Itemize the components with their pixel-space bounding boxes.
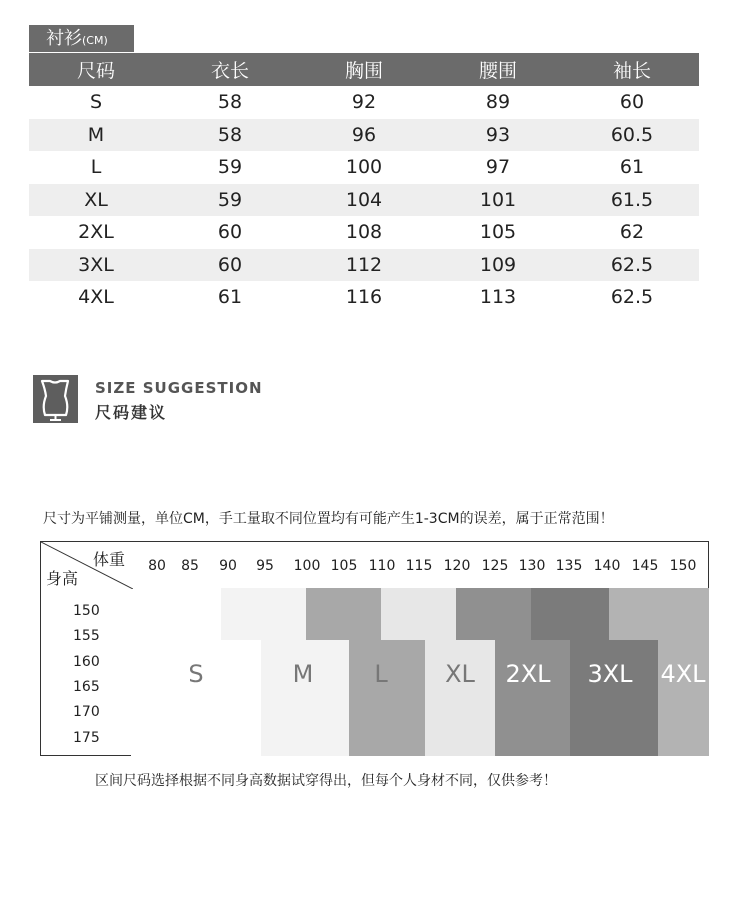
size-table-row bbox=[29, 151, 699, 184]
weight-tick-label: 80 bbox=[148, 558, 166, 574]
size-label-2xl: 2XL bbox=[505, 660, 551, 688]
size-table-cell: 100 bbox=[345, 156, 383, 179]
header-waist: 腰围 bbox=[431, 53, 565, 86]
size-table-cell: M bbox=[29, 119, 163, 152]
size-region-m bbox=[221, 588, 306, 640]
shirt-table-tag bbox=[29, 25, 134, 52]
weight-tick-label: 115 bbox=[405, 558, 433, 574]
size-table-cell: 92 bbox=[351, 91, 377, 114]
size-table-cell: 62.5 bbox=[565, 249, 699, 282]
size-region-l bbox=[349, 640, 425, 756]
size-table-cell: 58 bbox=[163, 119, 297, 152]
size-table-row bbox=[29, 119, 699, 152]
size-table-row bbox=[29, 86, 699, 119]
size-table-row bbox=[29, 249, 699, 282]
size-label-3xl: 3XL bbox=[587, 660, 633, 688]
size-table-cell: 4XL bbox=[78, 286, 114, 309]
size-table-cell: 96 bbox=[297, 119, 431, 152]
size-table-cell: 60 bbox=[217, 221, 243, 244]
measurement-note: 尺寸为平铺测量，单位CM，手工量取不同位置均有可能产生1-3CM的误差，属于正常范围！ bbox=[43, 511, 614, 527]
height-tick-label: 155 bbox=[73, 628, 100, 644]
size-table-cell: 61 bbox=[217, 286, 243, 309]
tag-main-label: 衬衫 bbox=[46, 28, 82, 49]
size-region-xl bbox=[381, 588, 456, 640]
header-length: 衣长 bbox=[163, 53, 297, 86]
size-table-row bbox=[29, 184, 699, 217]
size-table-row bbox=[29, 281, 699, 314]
size-label-m: M bbox=[292, 660, 314, 688]
weight-tick-label: 95 bbox=[256, 558, 274, 574]
weight-tick-label: 100 bbox=[293, 558, 321, 574]
disclaimer-note: 区间尺码选择根据不同身高数据试穿得出，但每个人身材不同，仅供参考！ bbox=[95, 773, 557, 789]
size-table-cell: 112 bbox=[297, 249, 431, 282]
size-table-cell: 108 bbox=[345, 221, 383, 244]
weight-tick-label: 140 bbox=[593, 558, 621, 574]
size-region-4xl bbox=[609, 588, 709, 640]
size-table-cell: 3XL bbox=[29, 249, 163, 282]
size-table-cell: 60.5 bbox=[565, 119, 699, 152]
height-axis-label: 身高 bbox=[46, 569, 79, 588]
tag-unit-label: (CM) bbox=[82, 34, 108, 47]
weight-tick-label: 105 bbox=[330, 558, 358, 574]
size-table-cell: 105 bbox=[479, 221, 517, 244]
size-table-cell: 97 bbox=[485, 156, 511, 179]
size-table-row bbox=[29, 216, 699, 249]
size-table-cell: 93 bbox=[431, 119, 565, 152]
height-tick-label: 170 bbox=[73, 704, 100, 720]
size-region-4xl bbox=[658, 640, 709, 756]
size-region-m bbox=[261, 640, 349, 756]
size-label-4xl: 4XL bbox=[660, 660, 706, 688]
size-table-cell: 89 bbox=[485, 91, 511, 114]
header-chest: 胸围 bbox=[297, 53, 431, 86]
height-tick-label: 165 bbox=[73, 679, 100, 695]
weight-tick-label: 110 bbox=[368, 558, 396, 574]
size-region-3xl bbox=[531, 588, 609, 640]
weight-tick-label: 85 bbox=[181, 558, 199, 574]
dress-form-icon bbox=[33, 375, 78, 423]
weight-tick-label: 135 bbox=[555, 558, 583, 574]
suggestion-title-en: SIZE SUGGESTION bbox=[95, 379, 263, 397]
size-region-2xl bbox=[495, 640, 570, 756]
weight-axis-label: 体重 bbox=[93, 550, 126, 569]
height-tick-label: 160 bbox=[73, 654, 100, 670]
size-label-l: L bbox=[374, 660, 388, 688]
header-sleeve: 袖长 bbox=[565, 53, 699, 86]
size-region-2xl bbox=[456, 588, 531, 640]
suggestion-title-cn: 尺码建议 bbox=[95, 403, 168, 422]
weight-tick-label: 150 bbox=[669, 558, 697, 574]
size-label-s: S bbox=[188, 660, 204, 688]
size-table-cell: 2XL bbox=[78, 221, 114, 244]
size-table-cell: 62.5 bbox=[610, 286, 654, 309]
size-table-cell: 116 bbox=[345, 286, 383, 309]
size-table-cell: 62 bbox=[619, 221, 645, 244]
header-size: 尺码 bbox=[29, 53, 163, 86]
height-tick-label: 175 bbox=[73, 730, 100, 746]
size-table-cell: 59 bbox=[217, 156, 243, 179]
weight-tick-label: 125 bbox=[481, 558, 509, 574]
size-table-cell: 101 bbox=[431, 184, 565, 217]
size-table-cell: 60 bbox=[163, 249, 297, 282]
size-table-cell: XL bbox=[29, 184, 163, 217]
size-table-cell: 61 bbox=[619, 156, 645, 179]
size-region-3xl bbox=[570, 640, 658, 756]
size-table-cell: 104 bbox=[297, 184, 431, 217]
size-table-cell: 58 bbox=[217, 91, 243, 114]
size-region-xl bbox=[425, 640, 495, 756]
size-table-cell: 59 bbox=[163, 184, 297, 217]
weight-tick-label: 145 bbox=[631, 558, 659, 574]
size-table-cell: 109 bbox=[431, 249, 565, 282]
size-table-cell: 61.5 bbox=[565, 184, 699, 217]
size-region-l bbox=[306, 588, 381, 640]
size-label-xl: XL bbox=[445, 660, 475, 688]
weight-tick-label: 90 bbox=[219, 558, 237, 574]
size-table-cell: L bbox=[90, 156, 102, 179]
size-table-header-row bbox=[29, 53, 699, 86]
size-table-cell: 113 bbox=[479, 286, 517, 309]
size-table-cell: S bbox=[89, 91, 103, 114]
weight-tick-label: 130 bbox=[518, 558, 546, 574]
size-table-cell: 60 bbox=[619, 91, 645, 114]
size-recommendation-grid bbox=[40, 541, 709, 756]
height-tick-label: 150 bbox=[73, 603, 100, 619]
shirt-size-table bbox=[29, 53, 699, 314]
weight-tick-label: 120 bbox=[443, 558, 471, 574]
